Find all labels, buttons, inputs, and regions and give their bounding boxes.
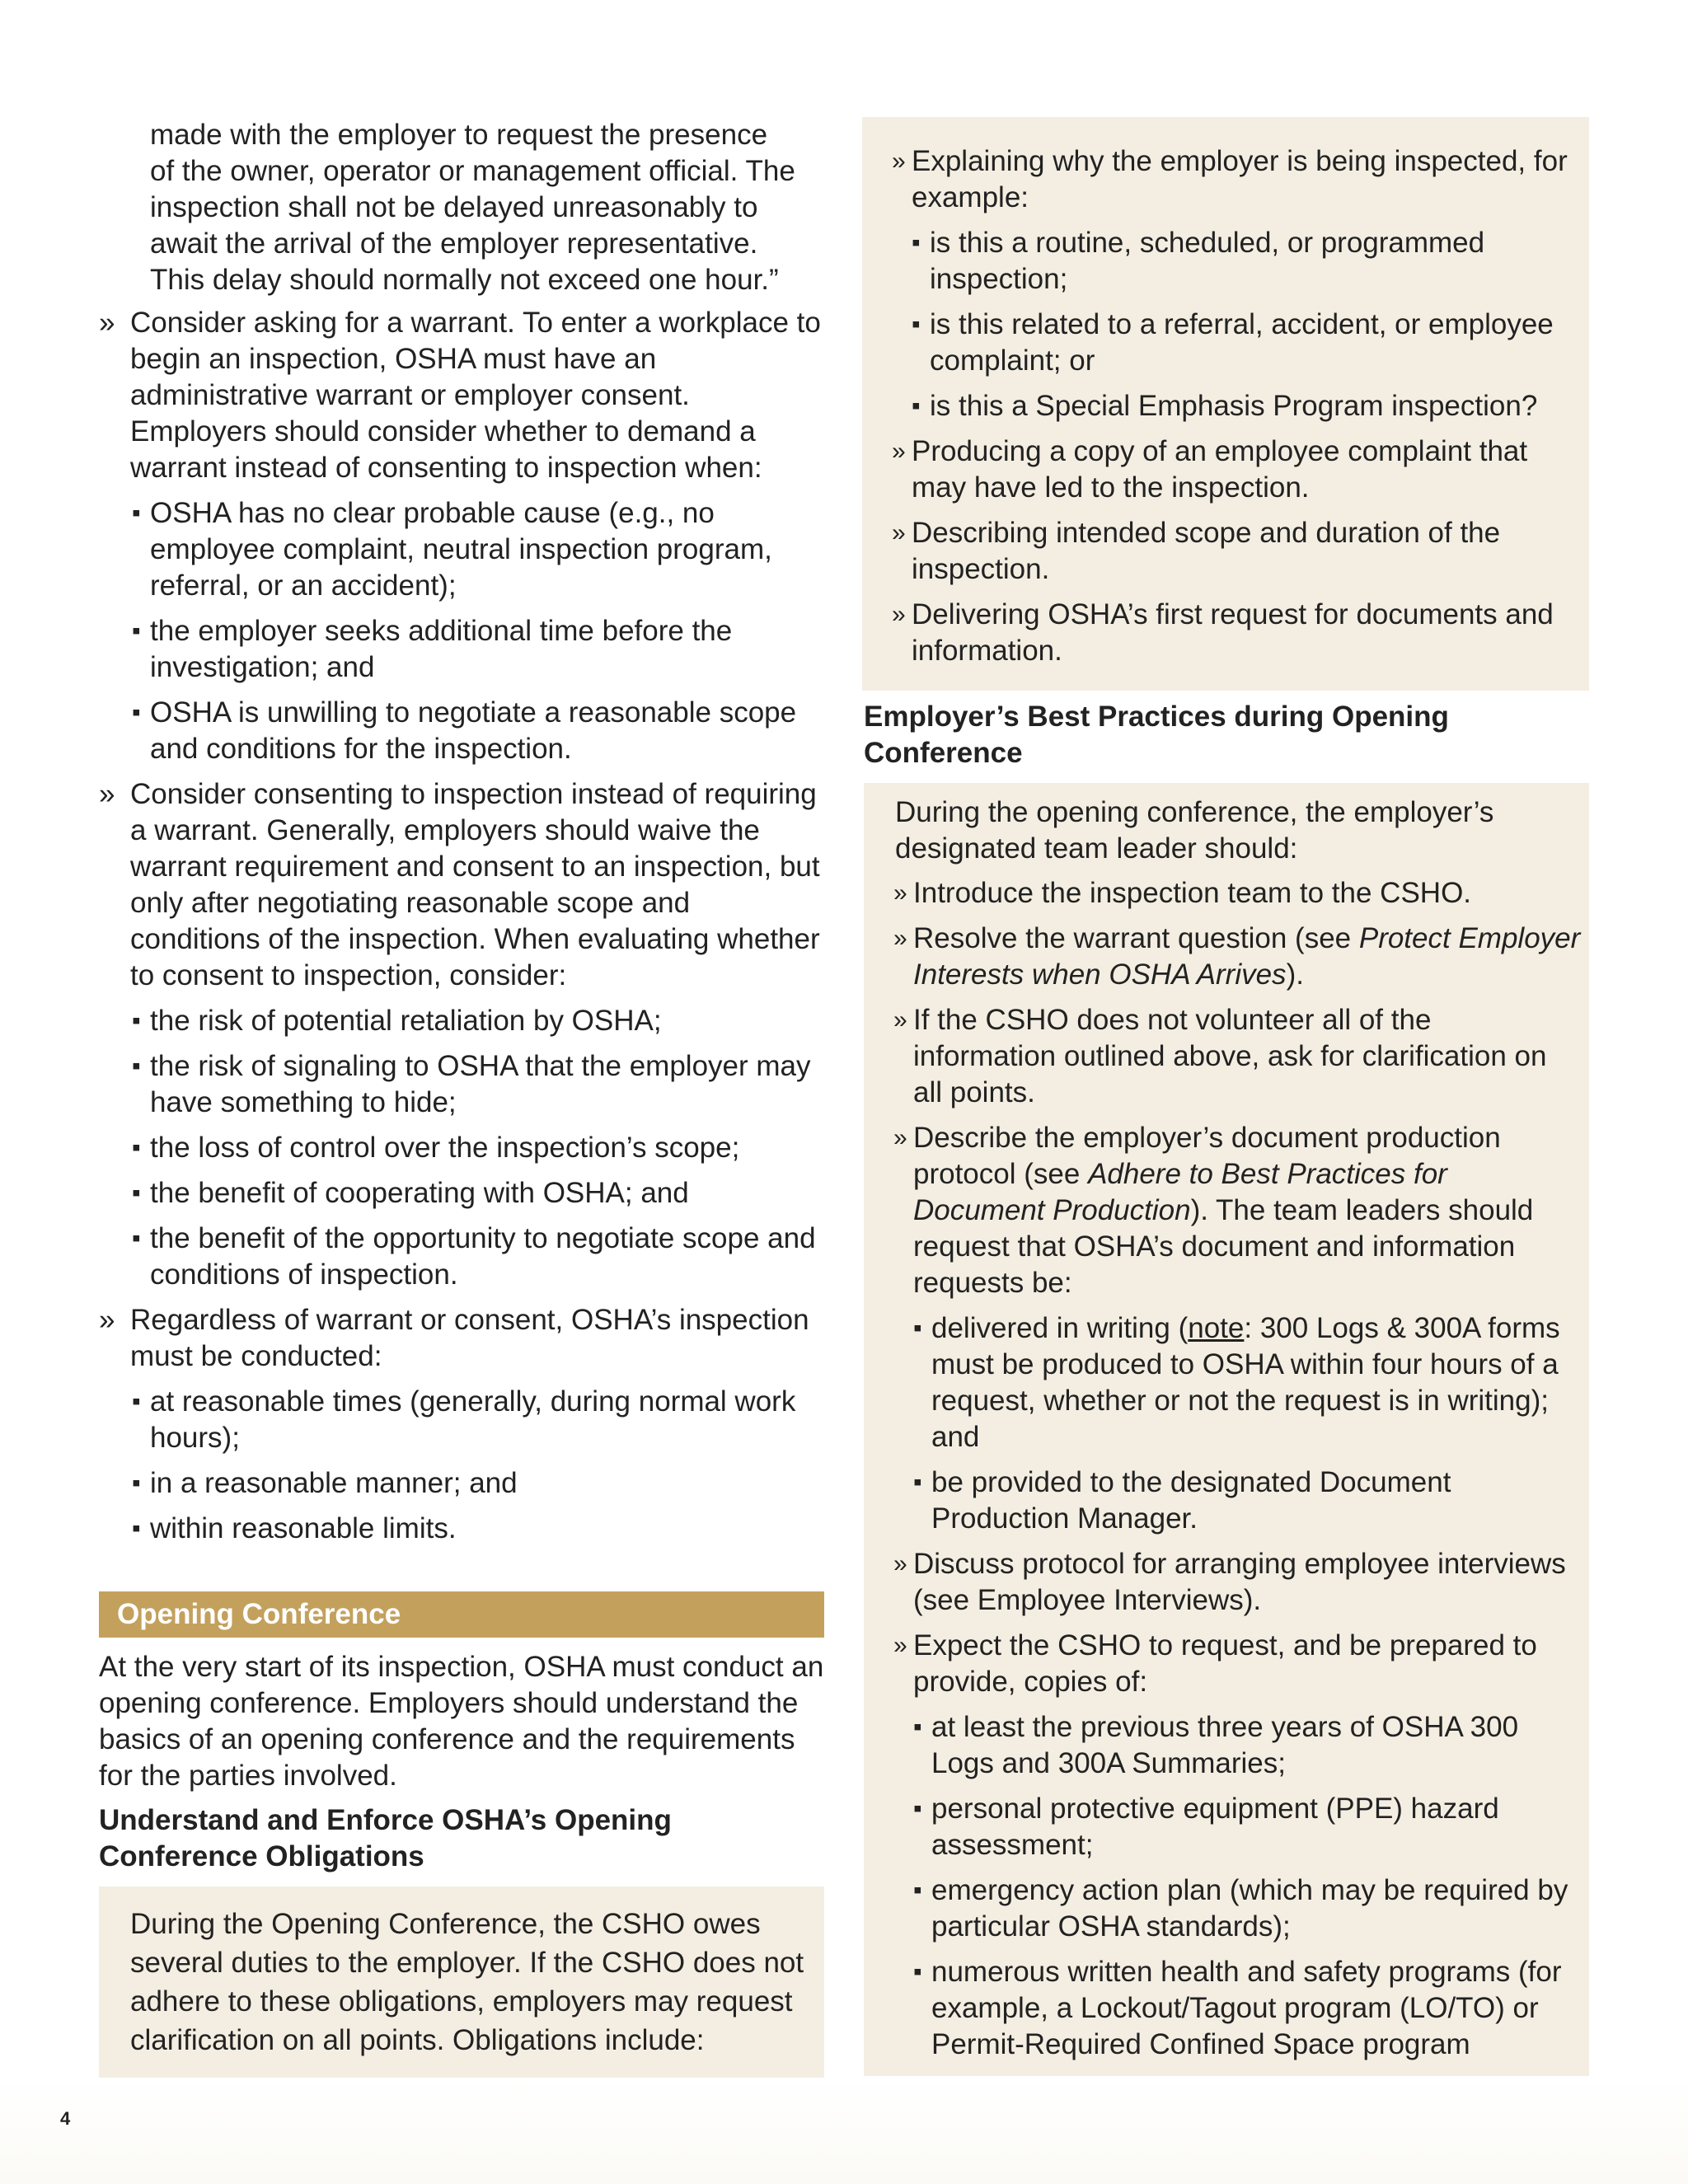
list-item-expect bbox=[864, 1628, 1581, 1700]
square-bullet-icon: ▪ bbox=[913, 1469, 922, 1496]
section-intro-paragraph: At the very start of its inspection, OSHA must conduct an opening conference. Employers should understand the basics of an opening conference and the requirements for the parties involved. bbox=[99, 1651, 824, 1792]
sub-list-item-text: the benefit of cooperating with OSHA; and bbox=[150, 1177, 689, 1209]
sub-list-item-text: the loss of control over the inspection’s scope; bbox=[150, 1132, 740, 1164]
square-bullet-icon: ▪ bbox=[132, 699, 141, 726]
square-bullet-icon: ▪ bbox=[132, 1007, 141, 1034]
chevron-bullet-icon: » bbox=[99, 307, 115, 339]
sub-list-item bbox=[862, 388, 1581, 424]
square-bullet-icon: ▪ bbox=[132, 1052, 141, 1080]
list-item-consent bbox=[99, 776, 824, 994]
chevron-bullet-icon: » bbox=[892, 148, 906, 175]
square-bullet-icon: ▪ bbox=[912, 229, 921, 256]
best-practices-intro: During the opening conference, the employer’s designated team leader should: bbox=[895, 796, 1494, 865]
section-reference: Protect Employer Interests when OSHA Arrives bbox=[913, 922, 1581, 991]
sub-list-item-text: at least the previous three years of OSHA 300 Logs and 300A Summaries; bbox=[931, 1711, 1519, 1779]
sub-list-item bbox=[864, 1872, 1581, 1945]
sub-list-item bbox=[99, 1003, 824, 1039]
list-item-protocol bbox=[864, 1120, 1581, 1301]
section-title-opening-conference: Opening Conference bbox=[99, 1591, 824, 1638]
chevron-bullet-icon: » bbox=[892, 438, 906, 465]
sub-list-item bbox=[99, 613, 824, 686]
list-item-text: If the CSHO does not volunteer all of the information outlined above, ask for clarification on all points. bbox=[913, 1004, 1547, 1108]
sub-list-item-text: emergency action plan (which may be required by particular OSHA standards); bbox=[931, 1874, 1568, 1943]
list-item-text: Discuss protocol for arranging employee interviews (see Employee Interviews). bbox=[913, 1548, 1566, 1616]
chevron-bullet-icon: » bbox=[99, 778, 115, 810]
sub-list-item-text: the risk of potential retaliation by OSHA; bbox=[150, 1005, 662, 1037]
sub-list-item-text: is this a routine, scheduled, or programmed inspection; bbox=[930, 227, 1485, 295]
sub-list-item-text: personal protective equipment (PPE) hazard assessment; bbox=[931, 1793, 1499, 1861]
sub-list-item-text: in a reasonable manner; and bbox=[150, 1467, 518, 1499]
sub-list-item-text: is this related to a referral, accident, or employee complaint; or bbox=[930, 308, 1554, 377]
square-bullet-icon: ▪ bbox=[912, 392, 921, 419]
square-bullet-icon: ▪ bbox=[913, 1315, 922, 1342]
sub-list-item-text: OSHA has no clear probable cause (e.g., no employee complaint, neutral inspection program, referral, or an accident); bbox=[150, 497, 772, 602]
list-item-text: Describing intended scope and duration of the inspection. bbox=[912, 517, 1501, 585]
chevron-bullet-icon: » bbox=[893, 1632, 907, 1659]
sub-list-item-text: the risk of signaling to OSHA that the employer may have something to hide; bbox=[150, 1050, 811, 1118]
page-background bbox=[0, 2077, 1688, 2184]
list-item-text: Expect the CSHO to request, and be prepared to provide, copies of: bbox=[913, 1629, 1537, 1698]
square-bullet-icon: ▪ bbox=[912, 311, 921, 338]
list-item-interviews bbox=[864, 1546, 1581, 1619]
chevron-bullet-icon: » bbox=[892, 601, 906, 628]
square-bullet-icon: ▪ bbox=[913, 1713, 922, 1741]
sub-list-item-text: the employer seeks additional time before the investigation; and bbox=[150, 615, 733, 683]
list-item-delivering bbox=[862, 597, 1581, 669]
right-column bbox=[864, 124, 1589, 2076]
sub-list-item bbox=[99, 1221, 824, 1293]
best-practices-box bbox=[864, 783, 1589, 2076]
list-item-text bbox=[913, 921, 1581, 993]
list-item-text: Producing a copy of an employee complaint that may have led to the inspection. bbox=[912, 435, 1528, 504]
sub-list-item-text bbox=[931, 1310, 1581, 1455]
sub-list-item bbox=[864, 1310, 1581, 1455]
sub-list-item bbox=[862, 307, 1581, 379]
continuation-line: of the owner, operator or management official. The bbox=[150, 155, 795, 187]
list-item-volunteer bbox=[864, 1002, 1581, 1111]
page-number: 4 bbox=[60, 2108, 71, 2129]
sub-list-item bbox=[864, 1791, 1581, 1863]
sub-list-item-text: at reasonable times (generally, during normal work hours); bbox=[150, 1385, 796, 1454]
sub-list-item bbox=[864, 1709, 1581, 1782]
obligations-continued-box bbox=[862, 117, 1589, 691]
sub-list-item bbox=[862, 225, 1581, 298]
square-bullet-icon: ▪ bbox=[132, 1179, 141, 1207]
note-label: note bbox=[1188, 1312, 1245, 1344]
left-column bbox=[99, 117, 824, 2089]
list-item-text: Consider consenting to inspection instead of requiring a warrant. Generally, employers should waive the warrant requirement and consent to an inspection, but only after negotiating reasonable scope and conditions of the inspection. When evaluating whether to consent to inspection, consider: bbox=[130, 778, 820, 991]
sub-list-item bbox=[99, 1130, 824, 1166]
list-item-producing bbox=[862, 434, 1581, 506]
continuation-line: inspection shall not be delayed unreasonably to bbox=[150, 191, 758, 223]
text-segment: ). bbox=[1286, 958, 1304, 991]
square-bullet-icon: ▪ bbox=[913, 1877, 922, 1904]
chevron-bullet-icon: » bbox=[893, 879, 907, 907]
sub-list-item-text: the benefit of the opportunity to negotiate scope and conditions of inspection. bbox=[150, 1222, 816, 1291]
continuation-line: This delay should normally not exceed one hour.” bbox=[150, 264, 779, 296]
chevron-bullet-icon: » bbox=[892, 519, 906, 546]
sub-list-item bbox=[99, 1048, 824, 1121]
list-item-text: Consider asking for a warrant. To enter a workplace to begin an inspection, OSHA must have an administrative warrant or employer consent. Employers should consider whether to demand a warrant instead of consenting to inspection when: bbox=[130, 307, 821, 484]
sub-list-item bbox=[99, 1465, 824, 1502]
list-item-introduce bbox=[864, 875, 1581, 912]
list-item-resolve-warrant bbox=[864, 921, 1581, 993]
sub-list-item bbox=[99, 1384, 824, 1456]
sub-list-item-text: numerous written health and safety programs (for example, a Lockout/Tagout program (LO/TO) or Permit-Required Confined Space program bbox=[931, 1956, 1562, 2060]
list-item-text: Introduce the inspection team to the CSHO. bbox=[913, 877, 1472, 909]
square-bullet-icon: ▪ bbox=[132, 617, 141, 644]
sub-list-item bbox=[99, 1511, 824, 1547]
square-bullet-icon: ▪ bbox=[132, 1515, 141, 1542]
square-bullet-icon: ▪ bbox=[913, 1795, 922, 1822]
sub-list-item bbox=[99, 695, 824, 767]
square-bullet-icon: ▪ bbox=[132, 499, 141, 527]
text-segment: ). The team leaders should request that OSHA’s document and information requests be: bbox=[913, 1194, 1534, 1299]
subheading-obligations: Understand and Enforce OSHA’s Opening Conference Obligations bbox=[99, 1804, 672, 1872]
list-item-text: Explaining why the employer is being inspected, for example: bbox=[912, 145, 1568, 213]
text-segment: delivered in writing ( bbox=[931, 1312, 1189, 1344]
square-bullet-icon: ▪ bbox=[132, 1469, 141, 1497]
section-reference: Adhere to Best Practices for Document Production bbox=[913, 1158, 1447, 1226]
list-item-describing bbox=[862, 515, 1581, 588]
list-item-text: Delivering OSHA’s first request for documents and information. bbox=[912, 598, 1554, 667]
list-item-explaining bbox=[862, 143, 1581, 216]
sub-list-item-text: be provided to the designated Document Production Manager. bbox=[931, 1466, 1451, 1535]
list-item-text bbox=[913, 1120, 1581, 1301]
sub-list-item-text: within reasonable limits. bbox=[150, 1512, 457, 1544]
subheading-best-practices: Employer’s Best Practices during Opening Conference bbox=[864, 701, 1449, 769]
list-item-warrant bbox=[99, 305, 824, 486]
sub-list-item bbox=[864, 1954, 1581, 2063]
text-segment: Describe the employer’s document production protocol (see bbox=[913, 1122, 1501, 1190]
text-segment: : 300 Logs & 300A forms must be produced to OSHA within four hours of a request, whether or not the request is in writing); and bbox=[931, 1312, 1560, 1453]
continuation-line: made with the employer to request the presence bbox=[150, 119, 768, 151]
sub-list-item-text: OSHA is unwilling to negotiate a reasonable scope and conditions for the inspection. bbox=[150, 696, 797, 765]
obligations-box-text: During the Opening Conference, the CSHO owes several duties to the employer. If the CSHO does not adhere to these obligations, employers may request clarification on all points. Obligations include: bbox=[130, 1908, 804, 2056]
square-bullet-icon: ▪ bbox=[132, 1225, 141, 1252]
chevron-bullet-icon: » bbox=[893, 1550, 907, 1577]
chevron-bullet-icon: » bbox=[893, 1006, 907, 1033]
chevron-bullet-icon: » bbox=[893, 1124, 907, 1151]
continuation-paragraph bbox=[99, 117, 824, 298]
square-bullet-icon: ▪ bbox=[913, 1958, 922, 1985]
chevron-bullet-icon: » bbox=[893, 925, 907, 952]
list-item-regardless bbox=[99, 1302, 824, 1375]
sub-list-item bbox=[864, 1465, 1581, 1537]
chevron-bullet-icon: » bbox=[99, 1304, 115, 1336]
square-bullet-icon: ▪ bbox=[132, 1388, 141, 1415]
sub-list-item bbox=[99, 1175, 824, 1212]
list-item-text: Regardless of warrant or consent, OSHA’s inspection must be conducted: bbox=[130, 1304, 809, 1372]
continuation-line: await the arrival of the employer representative. bbox=[150, 227, 758, 260]
square-bullet-icon: ▪ bbox=[132, 1134, 141, 1161]
obligations-box bbox=[99, 1886, 824, 2078]
sub-list-item bbox=[99, 495, 824, 604]
text-segment: Resolve the warrant question (see bbox=[913, 922, 1359, 954]
sub-list-item-text: is this a Special Emphasis Program inspection? bbox=[930, 390, 1538, 422]
